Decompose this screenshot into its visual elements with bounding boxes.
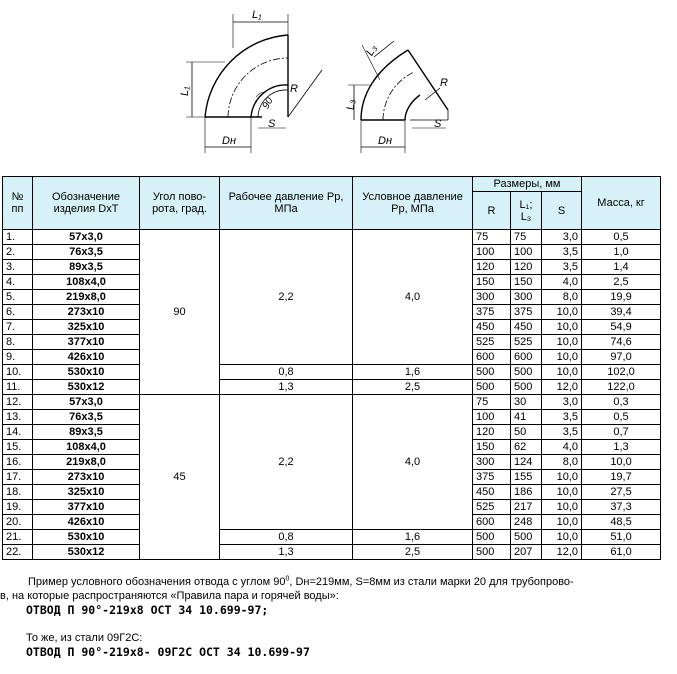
row-number: 10. [3, 365, 33, 380]
table-row [3, 530, 661, 545]
row-s: 12,0 [542, 380, 582, 395]
row-l: 375 [511, 305, 542, 320]
row-mass: 61,0 [582, 545, 661, 560]
row-l: 50 [511, 425, 542, 440]
row-number: 6. [3, 305, 33, 320]
example-designation-1: ОТВОД П 90°-219х8 ОСТ 34 10.699-97; [26, 603, 269, 617]
row-number: 1. [3, 230, 33, 245]
header-nominal-pressure: Условное давление Рр, МПа [353, 177, 473, 230]
nominal-pressure-cell: 2,5 [353, 545, 473, 560]
row-r: 525 [473, 500, 511, 515]
row-r: 500 [473, 530, 511, 545]
row-l: 124 [511, 455, 542, 470]
row-s: 10,0 [542, 365, 582, 380]
table-row [3, 230, 661, 245]
row-number: 7. [3, 320, 33, 335]
row-designation: 377x10 [33, 500, 140, 515]
example-designation-2: ОТВОД П 90°-219х8- 09Г2С ОСТ 34 10.699-97 [26, 645, 310, 659]
fig2-l3-top-label: L₃ [363, 42, 380, 58]
row-r: 75 [473, 230, 511, 245]
fig2-l3-side-label: L₃ [345, 99, 357, 110]
row-s: 10,0 [542, 530, 582, 545]
row-number: 4. [3, 275, 33, 290]
row-l: 75 [511, 230, 542, 245]
work-pressure-cell: 1,3 [220, 545, 353, 560]
row-designation: 76x3,5 [33, 245, 140, 260]
header-mass: Масса, кг [582, 177, 661, 230]
row-l: 120 [511, 260, 542, 275]
row-s: 10,0 [542, 500, 582, 515]
row-r: 500 [473, 380, 511, 395]
work-pressure-cell: 1,3 [220, 380, 353, 395]
work-pressure-cell: 0,8 [220, 530, 353, 545]
row-r: 375 [473, 305, 511, 320]
row-designation: 89x3,5 [33, 260, 140, 275]
row-designation: 108x4,0 [33, 275, 140, 290]
row-l: 500 [511, 530, 542, 545]
row-mass: 51,0 [582, 530, 661, 545]
nominal-pressure-cell: 4,0 [353, 230, 473, 365]
row-number: 13. [3, 410, 33, 425]
row-l: 217 [511, 500, 542, 515]
header-designation: Обозначение изделия DxT [33, 177, 140, 230]
nominal-pressure-cell: 2,5 [353, 380, 473, 395]
row-designation: 108x4,0 [33, 440, 140, 455]
row-mass: 19,9 [582, 290, 661, 305]
row-s: 3,0 [542, 230, 582, 245]
row-r: 500 [473, 545, 511, 560]
header-work-pressure: Рабочее давление Рр, МПа [220, 177, 353, 230]
row-l: 62 [511, 440, 542, 455]
table-row [3, 545, 661, 560]
fig1-l1-side-label: L₁ [179, 86, 191, 96]
row-l: 525 [511, 335, 542, 350]
row-r: 525 [473, 335, 511, 350]
row-l: 207 [511, 545, 542, 560]
row-r: 120 [473, 260, 511, 275]
row-s: 3,0 [542, 395, 582, 410]
row-l: 500 [511, 380, 542, 395]
row-l: 500 [511, 365, 542, 380]
row-mass: 122,0 [582, 380, 661, 395]
row-mass: 1,0 [582, 245, 661, 260]
fig2-r-label: R [440, 77, 448, 89]
row-designation: 377x10 [33, 335, 140, 350]
row-l: 30 [511, 395, 542, 410]
row-designation: 76x3,5 [33, 410, 140, 425]
row-s: 10,0 [542, 485, 582, 500]
angle-cell: 90 [140, 230, 220, 395]
row-s: 10,0 [542, 470, 582, 485]
row-designation: 325x10 [33, 320, 140, 335]
row-number: 8. [3, 335, 33, 350]
row-designation: 426x10 [33, 515, 140, 530]
row-mass: 10,0 [582, 455, 661, 470]
row-r: 75 [473, 395, 511, 410]
row-s: 10,0 [542, 350, 582, 365]
row-mass: 1,3 [582, 440, 661, 455]
row-designation: 57x3,0 [33, 230, 140, 245]
row-designation: 530x10 [33, 365, 140, 380]
row-mass: 97,0 [582, 350, 661, 365]
row-designation: 530x12 [33, 380, 140, 395]
row-mass: 0,3 [582, 395, 661, 410]
row-l: 600 [511, 350, 542, 365]
fig1-l1-top-label: L₁ [252, 9, 262, 21]
row-r: 600 [473, 350, 511, 365]
row-mass: 37,3 [582, 500, 661, 515]
row-l: 41 [511, 410, 542, 425]
row-s: 8,0 [542, 290, 582, 305]
row-designation: 89x3,5 [33, 425, 140, 440]
row-mass: 39,4 [582, 305, 661, 320]
header-l: L₁; L₃ [511, 192, 542, 230]
table-body [3, 230, 661, 560]
row-r: 100 [473, 410, 511, 425]
row-designation: 530x12 [33, 545, 140, 560]
work-pressure-cell: 2,2 [220, 395, 353, 530]
elbow-spec-table [2, 176, 661, 560]
row-number: 19. [3, 500, 33, 515]
fig2-s-label: S [434, 118, 442, 130]
table-row [3, 365, 661, 380]
row-mass: 0,7 [582, 425, 661, 440]
fig1-r-label: R [290, 83, 298, 95]
row-designation: 325x10 [33, 485, 140, 500]
row-number: 9. [3, 350, 33, 365]
table-row [3, 395, 661, 410]
row-number: 21. [3, 530, 33, 545]
same-steel-note: То же, из стали 09Г2С: [26, 632, 143, 644]
header-r: R [473, 192, 511, 230]
row-l: 100 [511, 245, 542, 260]
table-row [3, 380, 661, 395]
row-r: 300 [473, 455, 511, 470]
row-number: 16. [3, 455, 33, 470]
row-l: 248 [511, 515, 542, 530]
example-intro-line-2: в, на которые распространяются «Правила пара и горячей воды»: [0, 590, 339, 602]
nominal-pressure-cell: 1,6 [353, 365, 473, 380]
header-s: S [542, 192, 582, 230]
row-designation: 530x10 [33, 530, 140, 545]
row-l: 155 [511, 470, 542, 485]
row-number: 11. [3, 380, 33, 395]
fig1-s-label: S [268, 118, 276, 130]
elbow-45-drawing [348, 41, 448, 153]
row-number: 22. [3, 545, 33, 560]
row-designation: 219x8,0 [33, 455, 140, 470]
row-s: 10,0 [542, 305, 582, 320]
row-mass: 54,9 [582, 320, 661, 335]
row-r: 500 [473, 365, 511, 380]
example-intro-line-1: Пример условного обозначения отвода с углом $90^0$, Dн=219мм, S=8мм из стали марки 20 для трубопрово- [28, 575, 574, 588]
row-s: 3,5 [542, 425, 582, 440]
row-s: 4,0 [542, 440, 582, 455]
row-s: 10,0 [542, 335, 582, 350]
row-designation: 219x8,0 [33, 290, 140, 305]
row-number: 3. [3, 260, 33, 275]
row-mass: 19,7 [582, 470, 661, 485]
row-l: 450 [511, 320, 542, 335]
row-mass: 0,5 [582, 410, 661, 425]
row-number: 20. [3, 515, 33, 530]
row-r: 450 [473, 320, 511, 335]
row-r: 150 [473, 440, 511, 455]
designation-example [0, 575, 677, 659]
row-mass: 74,6 [582, 335, 661, 350]
row-number: 18. [3, 485, 33, 500]
row-mass: 48,5 [582, 515, 661, 530]
row-l: 300 [511, 290, 542, 305]
elbow-90-drawing [186, 14, 322, 153]
row-r: 150 [473, 275, 511, 290]
row-designation: 273x10 [33, 305, 140, 320]
row-r: 450 [473, 485, 511, 500]
row-s: 3,5 [542, 410, 582, 425]
row-s: 4,0 [542, 275, 582, 290]
row-mass: 1,4 [582, 260, 661, 275]
fig1-dn-label: Dн [222, 135, 236, 147]
row-s: 10,0 [542, 515, 582, 530]
angle-cell: 45 [140, 395, 220, 560]
nominal-pressure-cell: 4,0 [353, 395, 473, 530]
row-s: 3,5 [542, 260, 582, 275]
header-angle: Угол пово-рота, град. [140, 177, 220, 230]
row-mass: 2,5 [582, 275, 661, 290]
nominal-pressure-cell: 1,6 [353, 530, 473, 545]
row-designation: 57x3,0 [33, 395, 140, 410]
fig1-angle-label: 90 [260, 95, 276, 111]
row-l: 186 [511, 485, 542, 500]
row-number: 5. [3, 290, 33, 305]
row-number: 15. [3, 440, 33, 455]
row-r: 120 [473, 425, 511, 440]
row-number: 14. [3, 425, 33, 440]
row-designation: 273x10 [33, 470, 140, 485]
row-r: 300 [473, 290, 511, 305]
row-number: 12. [3, 395, 33, 410]
row-s: 10,0 [542, 320, 582, 335]
row-l: 150 [511, 275, 542, 290]
row-s: 12,0 [542, 545, 582, 560]
row-r: 600 [473, 515, 511, 530]
row-mass: 0,5 [582, 230, 661, 245]
work-pressure-cell: 2,2 [220, 230, 353, 365]
row-number: 17. [3, 470, 33, 485]
row-r: 375 [473, 470, 511, 485]
row-r: 100 [473, 245, 511, 260]
header-num: № пп [3, 177, 33, 230]
row-mass: 102,0 [582, 365, 661, 380]
work-pressure-cell: 0,8 [220, 365, 353, 380]
row-designation: 426x10 [33, 350, 140, 365]
row-s: 8,0 [542, 455, 582, 470]
row-mass: 27,5 [582, 485, 661, 500]
row-s: 3,5 [542, 245, 582, 260]
row-number: 2. [3, 245, 33, 260]
elbow-drawings [0, 0, 677, 176]
header-sizes: Размеры, мм [473, 177, 582, 192]
fig2-dn-label: Dн [378, 135, 392, 147]
